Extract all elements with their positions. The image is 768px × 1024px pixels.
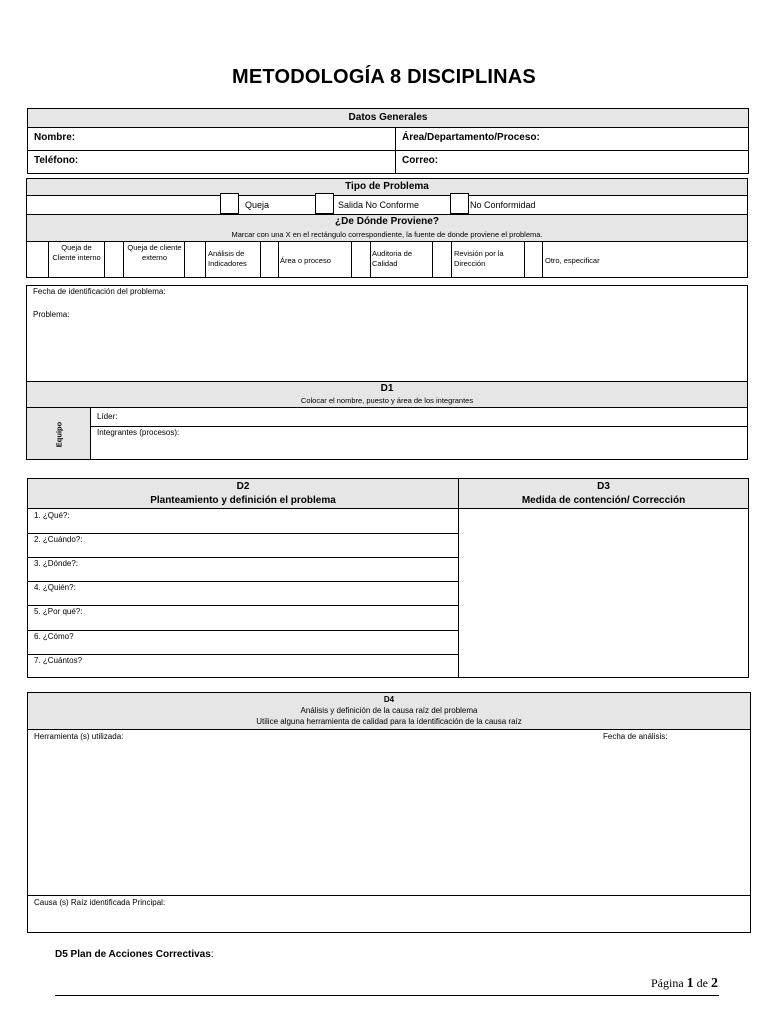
- telefono-field[interactable]: Teléfono:: [34, 155, 79, 166]
- origin-title: ¿De Dónde Proviene?: [335, 216, 439, 227]
- d2-d3-section: [27, 478, 749, 678]
- question-que[interactable]: 1. ¿Qué?:: [34, 511, 70, 520]
- source-auditoria: Auditoria de Calidad: [372, 249, 413, 268]
- source-otro: Otro, especificar: [545, 256, 600, 265]
- d2-subtitle: Planteamiento y definición el problema: [150, 495, 336, 506]
- d5-colon: :: [210, 949, 214, 960]
- footer-rule: [55, 995, 719, 996]
- question-quien[interactable]: 4. ¿Quién?:: [34, 583, 76, 592]
- general-data-header: Datos Generales: [28, 109, 748, 128]
- d4-section: [27, 692, 751, 933]
- d1-subtitle: Colocar el nombre, puesto y área de los integrantes: [300, 396, 474, 405]
- problem-type-header: Tipo de Problema: [27, 179, 747, 195]
- source-area-proceso: Área o proceso: [280, 256, 331, 265]
- question-por-que[interactable]: 5. ¿Por qué?:: [34, 607, 83, 616]
- leader-field[interactable]: Líder:: [97, 412, 118, 421]
- d1-header: [27, 381, 747, 408]
- d4-line1: Análisis y definición de la causa raíz del problema: [300, 706, 478, 715]
- question-cuantos[interactable]: 7. ¿Cuántos?: [34, 656, 83, 665]
- team-label: Equipo: [54, 421, 64, 448]
- d5-label: [55, 949, 214, 960]
- problem-d1-section: [26, 285, 748, 460]
- origin-header: [27, 214, 747, 242]
- no-conformidad-label: No Conformidad: [470, 200, 536, 210]
- salida-checkbox[interactable]: [315, 193, 334, 214]
- problem-type-section: [26, 178, 748, 278]
- d3-title: D3: [597, 481, 610, 492]
- question-cuando[interactable]: 2. ¿Cuándo?:: [34, 535, 83, 544]
- source-queja-interno: Queja de Cliente interno: [52, 243, 101, 262]
- question-como[interactable]: 6. ¿Cómo?: [34, 632, 74, 641]
- d5-label-text: D5 Plan de Acciones Correctivas: [55, 949, 211, 960]
- question-donde[interactable]: 3. ¿Dónde?:: [34, 559, 79, 568]
- source-analisis-indicadores: Análisis de Indicadores: [208, 249, 247, 268]
- d2-title: D2: [236, 481, 250, 492]
- current-page: 1: [686, 976, 694, 991]
- general-data-section: [27, 108, 749, 174]
- salida-label: Salida No Conforme: [338, 200, 420, 210]
- problem-date-field[interactable]: Fecha de identificación del problema:: [33, 287, 166, 296]
- root-cause-field[interactable]: Causa (s) Raíz identificada Principal:: [34, 898, 166, 907]
- d3-subtitle: Medida de contención/ Corrección: [521, 495, 686, 506]
- page-number: [600, 976, 718, 992]
- total-pages: 2: [711, 976, 718, 991]
- source-queja-externo: Queja de cliente externo: [127, 243, 182, 262]
- problem-description-field[interactable]: Problema:: [33, 310, 70, 319]
- tools-field[interactable]: Herramienta (s) utilizada:: [34, 732, 124, 741]
- page-word: Página: [651, 976, 684, 990]
- analysis-date-field[interactable]: Fecha de análisis:: [603, 732, 668, 741]
- of-word: de: [696, 976, 708, 990]
- page-title: METODOLOGÍA 8 DISCIPLINAS: [232, 66, 536, 88]
- members-field[interactable]: Integrantes (procesos):: [97, 428, 180, 437]
- queja-checkbox[interactable]: [220, 193, 239, 214]
- d4-title: D4: [383, 695, 395, 704]
- team-cell: [27, 408, 91, 459]
- source-revision-direccion: Revisión por la Dirección: [454, 249, 504, 268]
- queja-label: Queja: [245, 200, 270, 210]
- d4-line2: Utilice alguna herramienta de calidad para la identificación de la causa raíz: [256, 717, 522, 726]
- origin-instructions: Marcar con una X en el rectángulo correspondiente, la fuente de donde proviene el problema.: [231, 230, 543, 239]
- no-conformidad-checkbox[interactable]: [450, 193, 469, 214]
- area-field[interactable]: Área/Departamento/Proceso:: [402, 132, 540, 143]
- correo-field[interactable]: Correo:: [402, 155, 439, 166]
- nombre-field[interactable]: Nombre:: [34, 132, 76, 143]
- d1-title: D1: [380, 383, 394, 394]
